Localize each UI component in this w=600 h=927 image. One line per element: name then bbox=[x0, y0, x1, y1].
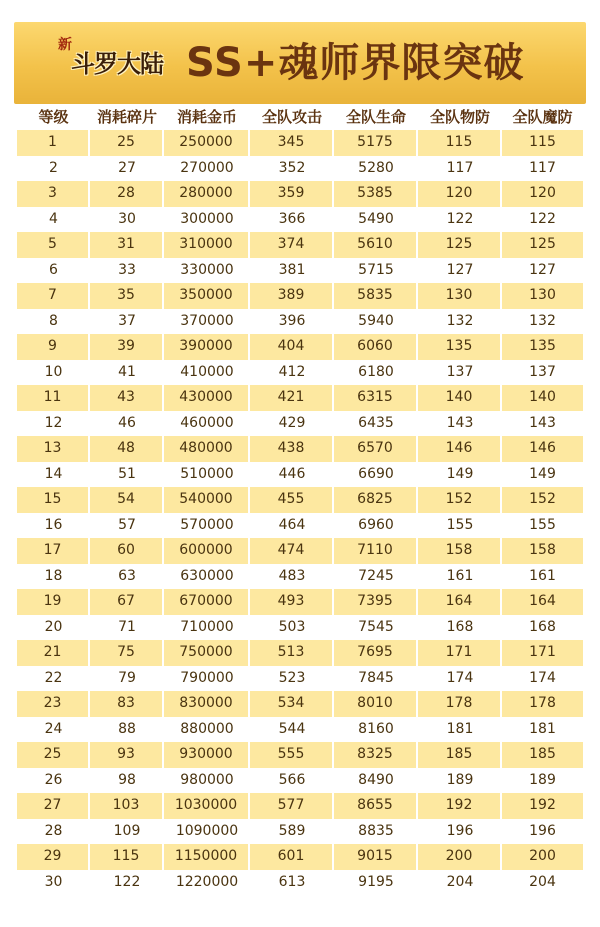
table-cell: 143 bbox=[446, 414, 474, 431]
table-cell: 48 bbox=[90, 436, 164, 462]
table-cell: 534 bbox=[250, 691, 334, 717]
table-row bbox=[17, 487, 583, 513]
table-cell: 120 bbox=[502, 181, 583, 207]
table-cell: 178 bbox=[418, 691, 502, 717]
table-cell: 122 bbox=[446, 210, 474, 227]
table-cell: 63 bbox=[118, 567, 136, 584]
table-cell: 130 bbox=[502, 283, 583, 309]
table-cell: 8490 bbox=[358, 771, 394, 788]
table-cell: 196 bbox=[446, 822, 474, 839]
table-cell: 480000 bbox=[164, 436, 250, 462]
table-row bbox=[17, 309, 583, 335]
table-cell: 613 bbox=[278, 873, 306, 890]
table-cell: 5280 bbox=[358, 159, 394, 176]
table-cell: 19 bbox=[17, 589, 90, 615]
table-cell: 359 bbox=[250, 181, 334, 207]
table-cell: 390000 bbox=[164, 334, 250, 360]
table-body bbox=[17, 130, 583, 895]
table-cell: 396 bbox=[278, 312, 306, 329]
table-cell: 21 bbox=[17, 640, 90, 666]
table-row bbox=[17, 589, 583, 615]
table-cell: 196 bbox=[529, 822, 556, 839]
table-row bbox=[17, 181, 583, 207]
table-cell: 137 bbox=[446, 363, 474, 380]
table-cell: 503 bbox=[278, 618, 306, 635]
table-cell: 122 bbox=[529, 210, 556, 227]
table-cell: 3 bbox=[17, 181, 90, 207]
table-cell: 15 bbox=[17, 487, 90, 513]
table-cell: 132 bbox=[446, 312, 474, 329]
table-cell: 109 bbox=[113, 822, 141, 839]
table-cell: 120 bbox=[418, 181, 502, 207]
table-cell: 189 bbox=[446, 771, 474, 788]
table-row bbox=[17, 411, 583, 437]
table-cell: 589 bbox=[278, 822, 306, 839]
table-cell: 11 bbox=[17, 385, 90, 411]
table-cell: 181 bbox=[446, 720, 474, 737]
table-cell: 25 bbox=[17, 742, 90, 768]
table-cell: 1090000 bbox=[175, 822, 239, 839]
table-cell: 149 bbox=[446, 465, 474, 482]
table-cell: 5175 bbox=[334, 130, 418, 156]
table-cell: 6690 bbox=[358, 465, 394, 482]
table-cell: 366 bbox=[278, 210, 306, 227]
table-cell: 12 bbox=[44, 414, 63, 431]
table-row bbox=[17, 742, 583, 768]
table-cell: 18 bbox=[44, 567, 63, 584]
table-cell: 28 bbox=[90, 181, 164, 207]
table-cell: 330000 bbox=[180, 261, 234, 278]
table-cell: 168 bbox=[529, 618, 556, 635]
table-row bbox=[17, 385, 583, 411]
table-header bbox=[17, 104, 583, 130]
table-cell: 88 bbox=[118, 720, 136, 737]
table-row bbox=[17, 666, 583, 692]
table-cell: 135 bbox=[502, 334, 583, 360]
table-row bbox=[17, 870, 583, 896]
table-cell: 544 bbox=[278, 720, 306, 737]
table-cell: 880000 bbox=[180, 720, 234, 737]
column-header: 全队生命 bbox=[345, 108, 406, 126]
table-cell: 438 bbox=[250, 436, 334, 462]
table-cell: 132 bbox=[529, 312, 556, 329]
table-cell: 174 bbox=[446, 669, 474, 686]
table-row bbox=[17, 232, 583, 258]
table-row bbox=[17, 334, 583, 360]
table-cell: 27 bbox=[17, 793, 90, 819]
table-cell: 46 bbox=[118, 414, 136, 431]
table-cell: 600000 bbox=[164, 538, 250, 564]
table-cell: 5835 bbox=[334, 283, 418, 309]
table-cell: 410000 bbox=[180, 363, 234, 380]
table-cell: 29 bbox=[17, 844, 90, 870]
table-cell: 555 bbox=[250, 742, 334, 768]
table-cell: 5490 bbox=[358, 210, 394, 227]
table-cell: 8160 bbox=[358, 720, 394, 737]
table-row bbox=[17, 360, 583, 386]
table-cell: 250000 bbox=[164, 130, 250, 156]
page-title: SS+魂师界限突破 bbox=[186, 40, 525, 86]
table-cell: 350000 bbox=[164, 283, 250, 309]
table-cell: 57 bbox=[118, 516, 136, 533]
table-cell: 352 bbox=[278, 159, 306, 176]
table-cell: 200 bbox=[502, 844, 583, 870]
table-cell: 523 bbox=[278, 669, 306, 686]
table-cell: 7110 bbox=[334, 538, 418, 564]
table-cell: 115 bbox=[90, 844, 164, 870]
table-cell: 161 bbox=[529, 567, 556, 584]
table-cell: 93 bbox=[90, 742, 164, 768]
table-cell: 25 bbox=[90, 130, 164, 156]
table-cell: 830000 bbox=[164, 691, 250, 717]
column-header: 全队物防 bbox=[429, 108, 490, 126]
table-cell: 8325 bbox=[334, 742, 418, 768]
table-cell: 23 bbox=[17, 691, 90, 717]
table-cell: 10 bbox=[44, 363, 63, 380]
table-row bbox=[17, 436, 583, 462]
table-row bbox=[17, 564, 583, 590]
table-cell: 430000 bbox=[164, 385, 250, 411]
table-cell: 122 bbox=[113, 873, 141, 890]
table-cell: 1220000 bbox=[175, 873, 239, 890]
table-row bbox=[17, 130, 583, 156]
table-cell: 24 bbox=[44, 720, 63, 737]
column-header: 全队攻击 bbox=[261, 108, 322, 126]
table-cell: 16 bbox=[44, 516, 63, 533]
table-cell: 51 bbox=[118, 465, 136, 482]
table-cell: 127 bbox=[446, 261, 474, 278]
table-row bbox=[17, 819, 583, 845]
table-cell: 103 bbox=[90, 793, 164, 819]
table-cell: 1 bbox=[17, 130, 90, 156]
table-cell: 374 bbox=[250, 232, 334, 258]
table-row bbox=[17, 462, 583, 488]
table-cell: 412 bbox=[278, 363, 306, 380]
table-cell: 630000 bbox=[180, 567, 234, 584]
table-cell: 5715 bbox=[358, 261, 394, 278]
table-cell: 710000 bbox=[180, 618, 234, 635]
table-cell: 8835 bbox=[358, 822, 394, 839]
table-cell: 22 bbox=[44, 669, 63, 686]
table-cell: 192 bbox=[502, 793, 583, 819]
table-cell: 130 bbox=[418, 283, 502, 309]
table-row bbox=[17, 538, 583, 564]
table-cell: 135 bbox=[418, 334, 502, 360]
table-cell: 13 bbox=[17, 436, 90, 462]
table-cell: 5 bbox=[17, 232, 90, 258]
table-cell: 20 bbox=[44, 618, 63, 635]
table-cell: 930000 bbox=[164, 742, 250, 768]
table-cell: 83 bbox=[90, 691, 164, 717]
table-cell: 189 bbox=[529, 771, 556, 788]
table-cell: 9195 bbox=[358, 873, 394, 890]
table-cell: 513 bbox=[250, 640, 334, 666]
table-row bbox=[17, 640, 583, 666]
table-cell: 577 bbox=[250, 793, 334, 819]
table-cell: 185 bbox=[418, 742, 502, 768]
table-cell: 204 bbox=[529, 873, 556, 890]
table-cell: 41 bbox=[118, 363, 136, 380]
table-cell: 39 bbox=[90, 334, 164, 360]
table-cell: 115 bbox=[418, 130, 502, 156]
table-cell: 158 bbox=[502, 538, 583, 564]
table-cell: 17 bbox=[17, 538, 90, 564]
table-cell: 27 bbox=[118, 159, 136, 176]
table-cell: 7395 bbox=[334, 589, 418, 615]
table-cell: 5940 bbox=[358, 312, 394, 329]
table-cell: 192 bbox=[418, 793, 502, 819]
table-cell: 566 bbox=[278, 771, 306, 788]
table-cell: 43 bbox=[90, 385, 164, 411]
table-cell: 345 bbox=[250, 130, 334, 156]
table-row bbox=[17, 207, 583, 233]
table-cell: 75 bbox=[90, 640, 164, 666]
table-cell: 125 bbox=[502, 232, 583, 258]
table-cell: 26 bbox=[44, 771, 63, 788]
table-cell: 185 bbox=[502, 742, 583, 768]
table-row bbox=[17, 691, 583, 717]
table-cell: 98 bbox=[118, 771, 136, 788]
table-cell: 446 bbox=[278, 465, 306, 482]
table-cell: 6 bbox=[49, 261, 58, 278]
table-cell: 493 bbox=[250, 589, 334, 615]
table-cell: 125 bbox=[418, 232, 502, 258]
table-cell: 155 bbox=[446, 516, 474, 533]
table-cell: 6825 bbox=[334, 487, 418, 513]
table-cell: 7 bbox=[17, 283, 90, 309]
table-cell: 2 bbox=[49, 159, 58, 176]
table-cell: 483 bbox=[278, 567, 306, 584]
table-cell: 127 bbox=[529, 261, 556, 278]
table-cell: 1150000 bbox=[164, 844, 250, 870]
table-cell: 460000 bbox=[180, 414, 234, 431]
table-cell: 6435 bbox=[358, 414, 394, 431]
table-row bbox=[17, 768, 583, 794]
table-cell: 6960 bbox=[358, 516, 394, 533]
table-cell: 464 bbox=[278, 516, 306, 533]
table-cell: 7845 bbox=[358, 669, 394, 686]
table-cell: 117 bbox=[446, 159, 474, 176]
table-cell: 140 bbox=[502, 385, 583, 411]
table-cell: 35 bbox=[90, 283, 164, 309]
game-logo bbox=[58, 36, 176, 92]
table-cell: 171 bbox=[502, 640, 583, 666]
table-cell: 670000 bbox=[164, 589, 250, 615]
table-cell: 30 bbox=[44, 873, 63, 890]
table-cell: 79 bbox=[118, 669, 136, 686]
table-cell: 204 bbox=[446, 873, 474, 890]
table-row bbox=[17, 717, 583, 743]
table-cell: 790000 bbox=[180, 669, 234, 686]
table-cell: 6570 bbox=[334, 436, 418, 462]
table-cell: 381 bbox=[278, 261, 306, 278]
table-cell: 54 bbox=[90, 487, 164, 513]
table-cell: 164 bbox=[418, 589, 502, 615]
table-cell: 31 bbox=[90, 232, 164, 258]
column-header: 等级 bbox=[38, 108, 69, 126]
table-cell: 146 bbox=[418, 436, 502, 462]
table-row bbox=[17, 615, 583, 641]
table-row bbox=[17, 513, 583, 539]
table-cell: 7245 bbox=[358, 567, 394, 584]
table-cell: 161 bbox=[446, 567, 474, 584]
table-cell: 4 bbox=[49, 210, 58, 227]
table-cell: 474 bbox=[250, 538, 334, 564]
column-header: 消耗金币 bbox=[176, 108, 237, 126]
table-cell: 455 bbox=[250, 487, 334, 513]
table-row bbox=[17, 793, 583, 819]
table-row bbox=[17, 283, 583, 309]
table-cell: 30 bbox=[118, 210, 136, 227]
table-cell: 164 bbox=[502, 589, 583, 615]
table-cell: 270000 bbox=[180, 159, 234, 176]
table-cell: 7695 bbox=[334, 640, 418, 666]
table-row bbox=[17, 844, 583, 870]
table-cell: 115 bbox=[502, 130, 583, 156]
table-cell: 404 bbox=[250, 334, 334, 360]
table-cell: 37 bbox=[118, 312, 136, 329]
table-cell: 389 bbox=[250, 283, 334, 309]
table-cell: 178 bbox=[502, 691, 583, 717]
table-row bbox=[17, 156, 583, 182]
table-cell: 7545 bbox=[358, 618, 394, 635]
table-cell: 33 bbox=[118, 261, 136, 278]
table-cell: 152 bbox=[502, 487, 583, 513]
table-row bbox=[17, 258, 583, 284]
table-cell: 140 bbox=[418, 385, 502, 411]
table-cell: 28 bbox=[44, 822, 63, 839]
table-cell: 300000 bbox=[180, 210, 234, 227]
table-cell: 6180 bbox=[358, 363, 394, 380]
table-cell: 8010 bbox=[334, 691, 418, 717]
table-cell: 143 bbox=[529, 414, 556, 431]
breakthrough-table bbox=[17, 104, 583, 895]
table-cell: 9015 bbox=[334, 844, 418, 870]
table-cell: 540000 bbox=[164, 487, 250, 513]
table-cell: 9 bbox=[17, 334, 90, 360]
table-cell: 67 bbox=[90, 589, 164, 615]
table-cell: 149 bbox=[529, 465, 556, 482]
table-cell: 8 bbox=[49, 312, 58, 329]
table-cell: 152 bbox=[418, 487, 502, 513]
table-cell: 158 bbox=[418, 538, 502, 564]
table-cell: 5385 bbox=[334, 181, 418, 207]
table-cell: 60 bbox=[90, 538, 164, 564]
logo-text: 斗罗大陆 bbox=[71, 49, 163, 78]
table-cell: 117 bbox=[529, 159, 556, 176]
table-cell: 8655 bbox=[334, 793, 418, 819]
column-header: 消耗碎片 bbox=[96, 108, 157, 126]
table-cell: 750000 bbox=[164, 640, 250, 666]
table-cell: 5610 bbox=[334, 232, 418, 258]
title-banner bbox=[14, 22, 586, 104]
table-cell: 14 bbox=[44, 465, 63, 482]
table-cell: 146 bbox=[502, 436, 583, 462]
table-cell: 6060 bbox=[334, 334, 418, 360]
column-header: 全队魔防 bbox=[512, 108, 573, 126]
table-cell: 71 bbox=[118, 618, 136, 635]
table-cell: 6315 bbox=[334, 385, 418, 411]
table-cell: 310000 bbox=[164, 232, 250, 258]
table-cell: 155 bbox=[529, 516, 556, 533]
table-cell: 980000 bbox=[180, 771, 234, 788]
table-cell: 200 bbox=[418, 844, 502, 870]
table-cell: 601 bbox=[250, 844, 334, 870]
table-cell: 181 bbox=[529, 720, 556, 737]
table-cell: 168 bbox=[446, 618, 474, 635]
table-cell: 174 bbox=[529, 669, 556, 686]
logo-badge: 新 bbox=[58, 37, 72, 53]
table-cell: 370000 bbox=[180, 312, 234, 329]
table-cell: 429 bbox=[278, 414, 306, 431]
table-cell: 421 bbox=[250, 385, 334, 411]
table-cell: 280000 bbox=[164, 181, 250, 207]
table-cell: 1030000 bbox=[164, 793, 250, 819]
table-cell: 510000 bbox=[180, 465, 234, 482]
table-cell: 171 bbox=[418, 640, 502, 666]
table-cell: 570000 bbox=[180, 516, 234, 533]
table-cell: 137 bbox=[529, 363, 556, 380]
